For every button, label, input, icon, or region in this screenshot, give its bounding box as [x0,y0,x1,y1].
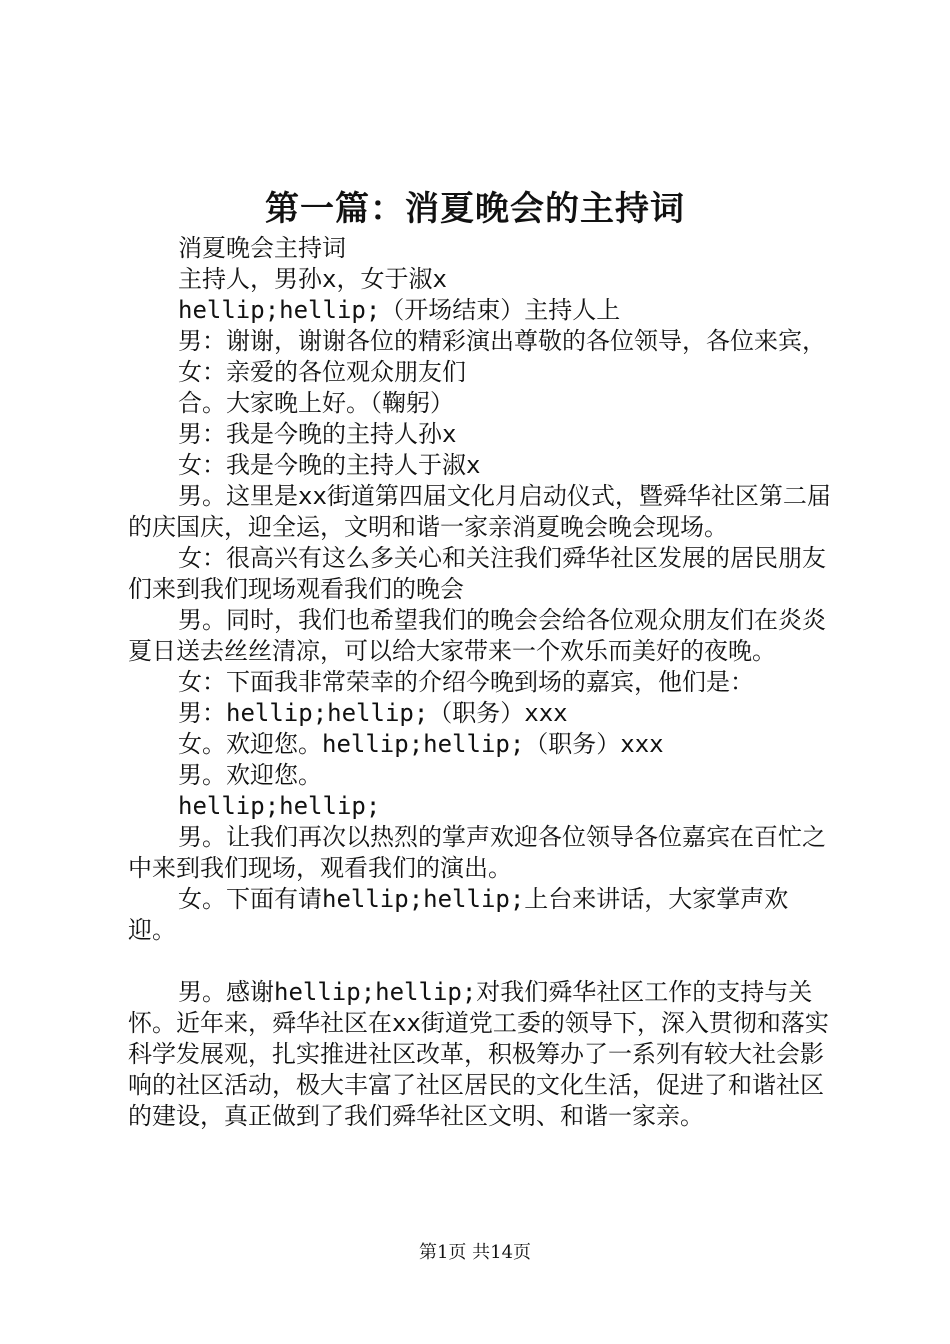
paragraph: 消夏晚会主持词 [178,234,346,262]
paragraph: 男。感谢hellip;hellip;对我们舜华社区工作的支持与关怀。近年来，舜华社区在xx街道党工委的领导下，深入贯彻和落实科学发展观，扎实推进社区改革，积极筹办了一系列有较大社会影响的社区活动，极大丰富了社区居民的文化生活，促进了和谐社区的建设，真正做到了我们舜华社区文明、和谐一家亲。 [128,978,829,1130]
document-title: 第一篇：消夏晚会的主持词 [265,189,685,229]
paragraph: 男：hellip;hellip;（职务）xxx [178,699,568,727]
paragraph: 女：下面我非常荣幸的介绍今晚到场的嘉宾，他们是： [178,668,754,696]
paragraph: 男：我是今晚的主持人孙x [178,420,457,448]
paragraph: 男。同时，我们也希望我们的晚会会给各位观众朋友们在炎炎夏日送去丝丝清凉，可以给大家带来一个欢乐而美好的夜晚。 [128,606,826,665]
paragraph: 男。让我们再次以热烈的掌声欢迎各位领导各位嘉宾在百忙之中来到我们现场，观看我们的演出。 [128,823,826,882]
paragraph: 女：亲爱的各位观众朋友们 [178,358,466,386]
paragraph: 主持人，男孙x，女于淑x [178,265,447,293]
paragraph: 男：谢谢，谢谢各位的精彩演出尊敬的各位领导，各位来宾， [178,327,826,355]
paragraph: 女：我是今晚的主持人于淑x [178,451,481,479]
document-body [128,233,834,1132]
page-footer: 第1页 共14页 [418,1242,532,1263]
paragraph: hellip;hellip;（开场结束）主持人上 [178,296,621,324]
paragraph: 女：很高兴有这么多关心和关注我们舜华社区发展的居民朋友们来到我们现场观看我们的晚会 [128,544,826,603]
paragraph: 女。下面有请hellip;hellip;上台来讲话，大家掌声欢迎。 [128,885,789,944]
paragraph: 女。欢迎您。hellip;hellip;（职务）xxx [178,730,664,758]
paragraph: 合。大家晚上好。（鞠躬） [178,389,454,417]
paragraph: hellip;hellip; [178,792,381,820]
paragraph: 男。这里是xx街道第四届文化月启动仪式，暨舜华社区第二届的庆国庆，迎全运，文明和谐一家亲消夏晚会晚会现场。 [128,482,831,541]
paragraph: 男。欢迎您。 [178,761,322,789]
